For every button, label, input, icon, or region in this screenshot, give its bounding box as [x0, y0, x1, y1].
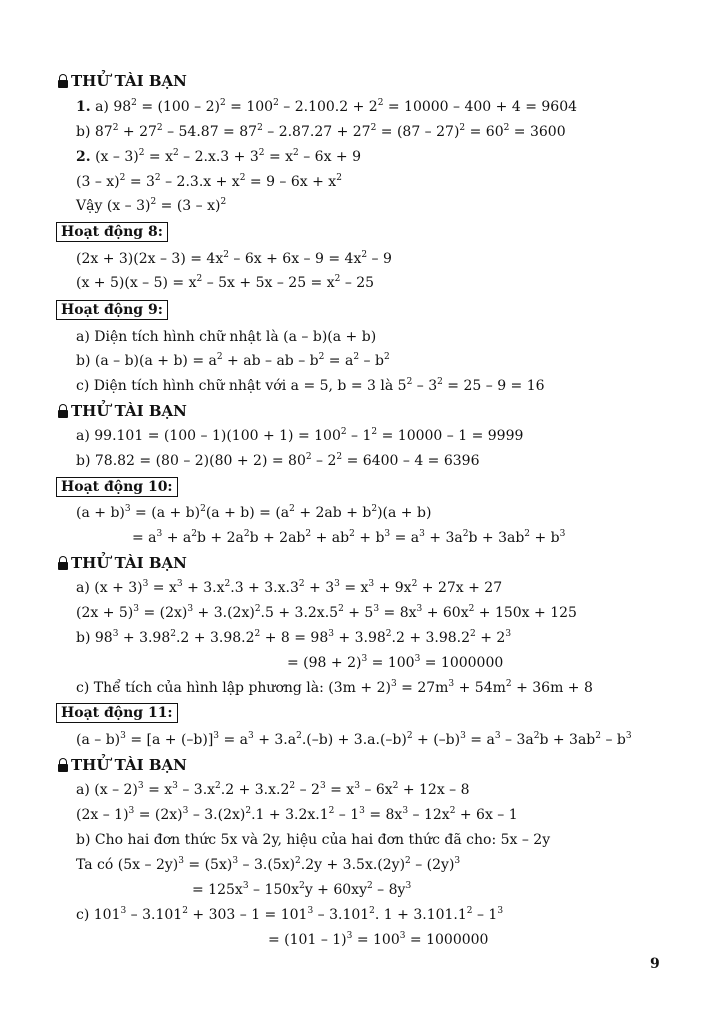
section-heading-thu-tai-ban-1: THỬ TÀI BẠN — [58, 72, 187, 90]
equation-line: = $125x^3 - 150x^2y + 60xy^2 - 8y^3$ — [192, 881, 412, 898]
equation-line: = $(101 - 1)^3 = 100^3 = 1000000$ — [268, 931, 489, 948]
equation-line: $(2x + 5)^3 = (2x)^3 + 3.(2x)^2.5 + 3.2x.5^2 + 5^3 = 8x^3 + 60x^2 + 150x + 125$ — [76, 604, 577, 621]
section-heading-thu-tai-ban-4: THỬ TÀI BẠN — [58, 756, 187, 774]
equation-line: c) Diện tích hình chữ nhật với a = 5, b = 3 là $5^2 - 3^2 = 25 - 9 = 16$ — [76, 377, 545, 394]
section-heading-thu-tai-ban-3: THỬ TÀI BẠN — [58, 554, 187, 572]
equation-line: $(a + b)^3 = (a + b)^2(a + b) = (a^2 + 2ab + b^2)(a + b)$ — [76, 504, 432, 521]
text-line: b) Cho hai đơn thức 5x và 2y, hiệu của hai đơn thức đã cho: 5x – 2y — [76, 832, 551, 848]
activity-heading-9: Hoạt động 9: — [56, 300, 168, 320]
activity-heading-11: Hoạt động 11: — [56, 703, 178, 723]
equation-line: a) $(x + 3)^3 = x^3 + 3.x^2.3 + 3.x.3^2 + 3^3 = x^3 + 9x^2 + 27x + 27$ — [76, 579, 503, 596]
equation-line: a) Diện tích hình chữ nhật là (a – b)(a + b) — [76, 329, 377, 345]
equation-line: $(x + 5)(x - 5) = x^2 - 5x + 5x - 25 = x^2 - 25$ — [76, 274, 375, 291]
page-number: 9 — [650, 956, 660, 972]
equation-line: $(a - b)^3 = [a + (-b)]^3 = a^3 + 3.a^2.(-b) + 3.a.(-b)^2 + (-b)^3 = a^3 - 3a^2b + 3ab^2 - b^3$ — [76, 731, 632, 748]
equation-line: $(2x + 3)(2x - 3) = 4x^2 - 6x + 6x - 9 = 4x^2 - 9$ — [76, 250, 392, 267]
equation-line: c) $101^3 - 3.101^2 + 303 - 1 = 101^3 - 3.101^2$. $1 + 3.101.1^2 - 1^3$ — [76, 906, 504, 923]
equation-line: Vậy (x – 3)$^2$ = (3 – x)$^2$ — [76, 197, 227, 214]
equation-line: Ta có $(5x - 2y)^3 = (5x)^3 - 3.(5x)^2.2y + 3.5x.(2y)^2 - (2y)^3$ — [76, 856, 461, 873]
equation-line: $(3 - x)^2 = 3^2 - 2.3.x + x^2 = 9 - 6x + x^2$ — [76, 173, 342, 190]
equation-line: b) $78.82 = (80 - 2)(80 + 2) = 80^2 - 2^2 = 6400 - 4 = 6396$ — [76, 452, 480, 469]
lock-icon — [58, 758, 68, 772]
section-heading-thu-tai-ban-2: THỬ TÀI BẠN — [58, 402, 187, 420]
equation-line: b) $(a - b)(a + b) = a^2$ + ab – ab – $b^2 = a^2 - b^2$ — [76, 352, 390, 369]
equation-line: $(2x - 1)^3 = (2x)^3 - 3.(2x)^2.1 + 3.2x.1^2 - 1^3 = 8x^3 - 12x^2 + 6x - 1$ — [76, 806, 518, 823]
equation-line: a) $(x - 2)^3 = x^3 - 3.x^2.2 + 3.x.2^2 - 2^3 = x^3 - 6x^2 + 12x - 8$ — [76, 781, 470, 798]
equation-line: c) Thể tích của hình lập phương là: $(3m + 2)^3 = 27m^3 + 54m^2 + 36m + 8$ — [76, 679, 593, 696]
activity-heading-10: Hoạt động 10: — [56, 477, 178, 497]
lock-icon — [58, 556, 68, 570]
equation-line: 1. a) $98^2 = (100 - 2)^2 = 100^2 - 2.100.2 + 2^2 = 10000 - 400 + 4 = 9604$ — [76, 98, 578, 115]
activity-heading-8: Hoạt động 8: — [56, 222, 168, 242]
lock-icon — [58, 74, 68, 88]
equation-line: 2. $(x - 3)^2 = x^2 - 2.x.3 + 3^2 = x^2 - 6x + 9$ — [76, 148, 362, 165]
equation-line: = $(98 + 2)^3 = 100^3 = 1000000$ — [287, 654, 504, 671]
lock-icon — [58, 404, 68, 418]
equation-line: = $a^3 + a^2b + 2a^2b + 2ab^2 + ab^2 + b^3 = a^3 + 3a^2b + 3ab^2 + b^3$ — [132, 529, 566, 546]
equation-line: b) $87^2 + 27^2 - 54.87 = 87^2 - 2.87.27 + 27^2 = (87 - 27)^2 = 60^2 = 3600$ — [76, 123, 566, 140]
equation-line: a) $99.101 = (100 - 1)(100 + 1) = 100^2 - 1^2 = 10000 - 1 = 9999$ — [76, 427, 524, 444]
equation-line: b) $98^3 + 3.98^2.2 + 3.98.2^2 + 8 = 98^3 + 3.98^2.2 + 3.98.2^2 + 2^3$ — [76, 629, 512, 646]
